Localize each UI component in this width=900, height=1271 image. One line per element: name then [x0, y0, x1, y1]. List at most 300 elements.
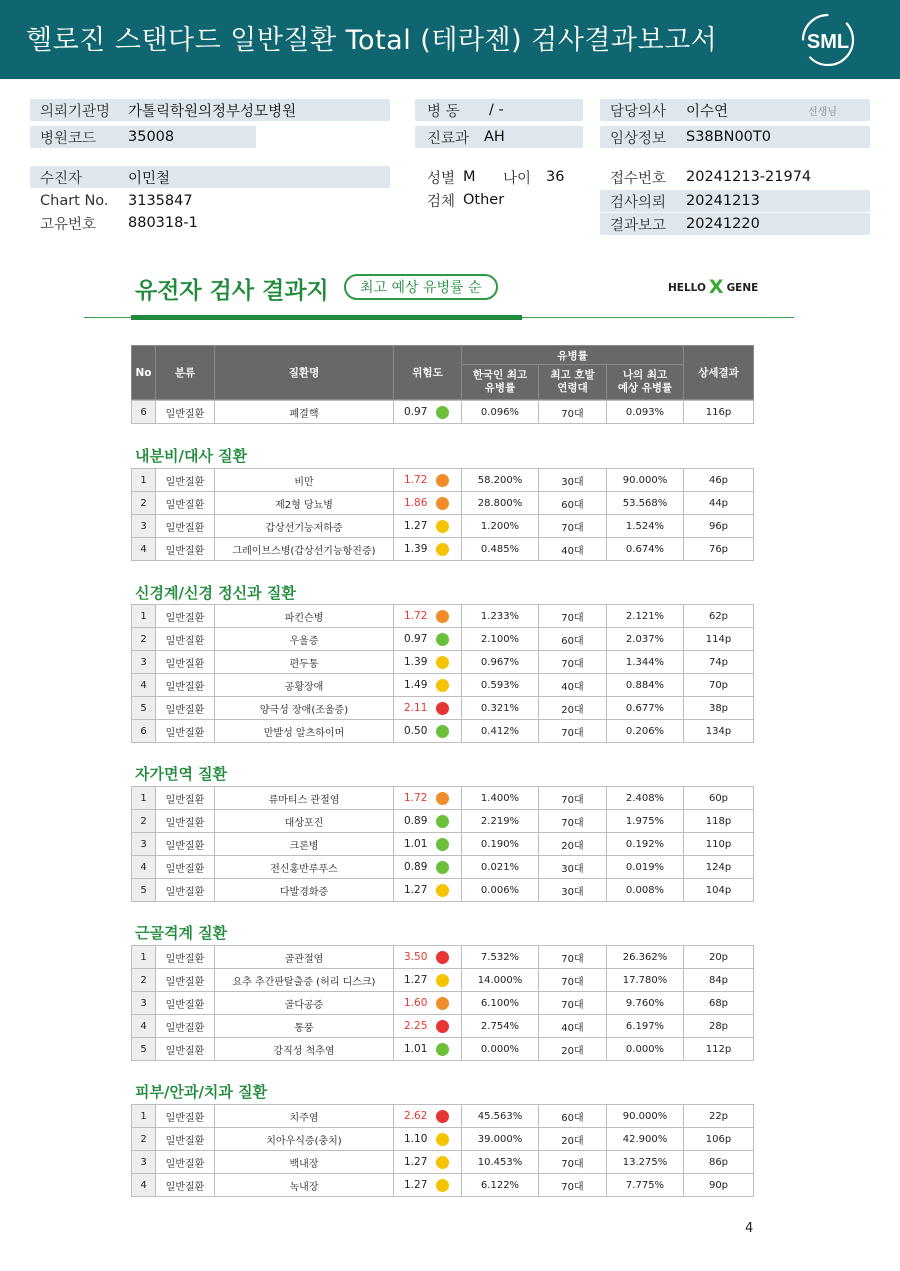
cell-risk [394, 1015, 462, 1038]
cell-risk [394, 969, 462, 992]
header-detail: 상세결과 [684, 346, 754, 400]
risk-value: 1.27 [404, 1179, 428, 1191]
cell-detail-page: 62p [684, 605, 754, 628]
table-row [132, 1038, 754, 1061]
specimen-row [415, 189, 595, 211]
cell-detail-page: 114p [684, 628, 754, 651]
cell-onset-age: 60대 [539, 628, 607, 651]
cell-no: 3 [132, 651, 156, 674]
header-my-max: 나의 최고 예상 유병률 [607, 365, 684, 400]
cell-category: 일반질환 [156, 833, 215, 856]
risk-level-dot-icon [436, 997, 449, 1010]
test-request-row [600, 190, 870, 212]
ward-label: 병 동 [427, 103, 460, 120]
cell-risk [394, 492, 462, 515]
risk-value: 1.27 [404, 520, 428, 532]
cell-no: 1 [132, 946, 156, 969]
cell-onset-age: 60대 [539, 492, 607, 515]
table-row [132, 787, 754, 810]
risk-level-dot-icon [436, 633, 449, 646]
table-row [132, 492, 754, 515]
cell-korean-prevalence: 0.321% [462, 697, 539, 720]
cell-korean-prevalence: 2.100% [462, 628, 539, 651]
risk-value: 0.50 [404, 725, 428, 737]
cell-risk [394, 879, 462, 902]
cell-onset-age: 70대 [539, 969, 607, 992]
receipt-no-row [600, 166, 870, 188]
cell-no: 2 [132, 810, 156, 833]
header-prevalence: 유병률 [462, 346, 684, 365]
cell-category: 일반질환 [156, 787, 215, 810]
gene-test-result-title: 유전자 검사 결과지 [135, 278, 329, 304]
table-row [132, 605, 754, 628]
cell-disease: 통풍 [215, 1015, 394, 1038]
table-row [132, 469, 754, 492]
results-table [131, 1104, 754, 1197]
table-row [132, 697, 754, 720]
unique-no-label: 고유번호 [40, 216, 97, 233]
header-no: No [132, 346, 156, 400]
risk-value: 1.27 [404, 884, 428, 896]
cell-no: 1 [132, 1105, 156, 1128]
cell-onset-age: 70대 [539, 1151, 607, 1174]
cell-onset-age: 20대 [539, 1038, 607, 1061]
cell-my-prevalence: 53.568% [607, 492, 684, 515]
cell-my-prevalence: 2.121% [607, 605, 684, 628]
cell-category: 일반질환 [156, 946, 215, 969]
cell-korean-prevalence: 2.754% [462, 1015, 539, 1038]
cell-disease: 비만 [215, 469, 394, 492]
results-header-table [131, 345, 754, 400]
cell-disease: 골관절염 [215, 946, 394, 969]
sex-label: 성별 [427, 170, 456, 187]
table-row [132, 992, 754, 1015]
risk-value: 1.72 [404, 610, 428, 622]
cell-detail-page: 46p [684, 469, 754, 492]
risk-level-dot-icon [436, 838, 449, 851]
cell-no: 4 [132, 538, 156, 561]
cell-no: 3 [132, 833, 156, 856]
results-table [131, 604, 754, 743]
table-row [132, 879, 754, 902]
age-value: 36 [546, 169, 565, 185]
results-table [131, 945, 754, 1061]
cell-disease: 우울증 [215, 628, 394, 651]
cell-korean-prevalence: 1.200% [462, 515, 539, 538]
cell-korean-prevalence: 1.400% [462, 787, 539, 810]
cell-category: 일반질환 [156, 515, 215, 538]
cell-detail-page: 74p [684, 651, 754, 674]
cell-my-prevalence: 1.524% [607, 515, 684, 538]
age-label: 나이 [503, 170, 532, 187]
cell-category: 일반질환 [156, 651, 215, 674]
cell-risk [394, 469, 462, 492]
cell-korean-prevalence: 0.593% [462, 674, 539, 697]
cell-detail-page: 44p [684, 492, 754, 515]
cell-disease: 전신홍반루푸스 [215, 856, 394, 879]
cell-no: 1 [132, 469, 156, 492]
cell-disease: 백내장 [215, 1151, 394, 1174]
table-row [132, 946, 754, 969]
page-number: 4 [745, 1221, 754, 1236]
cell-korean-prevalence: 0.190% [462, 833, 539, 856]
header-disease: 질환명 [215, 346, 394, 400]
cell-category: 일반질환 [156, 469, 215, 492]
cell-no: 5 [132, 879, 156, 902]
cell-category: 일반질환 [156, 720, 215, 743]
unique-no-value: 880318-1 [128, 215, 198, 231]
risk-level-dot-icon [436, 1133, 449, 1146]
cell-onset-age: 70대 [539, 720, 607, 743]
cell-korean-prevalence: 6.100% [462, 992, 539, 1015]
risk-level-dot-icon [436, 610, 449, 623]
risk-level-dot-icon [436, 861, 449, 874]
risk-level-dot-icon [436, 884, 449, 897]
risk-value: 1.01 [404, 1043, 428, 1055]
requesting-institution-label: 의뢰기관명 [40, 103, 111, 120]
cell-no: 4 [132, 856, 156, 879]
specimen-label: 검체 [427, 193, 456, 210]
category-title: 자가면역 질환 [135, 765, 228, 783]
risk-level-dot-icon [436, 951, 449, 964]
cell-risk [394, 1128, 462, 1151]
cell-onset-age: 40대 [539, 674, 607, 697]
risk-level-dot-icon [436, 1110, 449, 1123]
cell-korean-prevalence: 0.021% [462, 856, 539, 879]
risk-level-dot-icon [436, 1020, 449, 1033]
category-title: 신경계/신경 정신과 질환 [135, 584, 296, 602]
cell-detail-page: 22p [684, 1105, 754, 1128]
department-label: 진료과 [427, 130, 470, 147]
department-value: AH [484, 129, 505, 145]
cell-detail-page: 84p [684, 969, 754, 992]
cell-risk [394, 787, 462, 810]
risk-value: 2.11 [404, 702, 428, 714]
cell-category: 일반질환 [156, 992, 215, 1015]
header-risk: 위험도 [394, 346, 462, 400]
hellogene-logo-left: HELLO [668, 281, 706, 294]
cell-onset-age: 40대 [539, 538, 607, 561]
cell-risk [394, 651, 462, 674]
cell-risk [394, 720, 462, 743]
cell-onset-age: 70대 [539, 946, 607, 969]
cell-detail-page: 86p [684, 1151, 754, 1174]
requesting-institution-row [30, 99, 390, 121]
cell-category: 일반질환 [156, 1174, 215, 1197]
cell-my-prevalence: 0.677% [607, 697, 684, 720]
cell-no: 5 [132, 697, 156, 720]
cell-risk [394, 605, 462, 628]
cell-no: 3 [132, 1151, 156, 1174]
cell-detail-page: 70p [684, 674, 754, 697]
header-category: 분류 [156, 346, 215, 400]
cell-category: 일반질환 [156, 697, 215, 720]
receipt-no-label: 접수번호 [610, 170, 667, 187]
cell-detail-page: 28p [684, 1015, 754, 1038]
doctor-label: 담당의사 [610, 103, 667, 120]
results-table [131, 400, 754, 424]
risk-value: 1.86 [404, 497, 428, 509]
cell-category: 일반질환 [156, 1038, 215, 1061]
cell-disease: 만발성 알츠하이머 [215, 720, 394, 743]
table-row [132, 969, 754, 992]
cell-category: 일반질환 [156, 492, 215, 515]
risk-level-dot-icon [436, 656, 449, 669]
cell-my-prevalence: 9.760% [607, 992, 684, 1015]
cell-risk [394, 674, 462, 697]
cell-my-prevalence: 0.008% [607, 879, 684, 902]
cell-risk [394, 1105, 462, 1128]
cell-my-prevalence: 0.019% [607, 856, 684, 879]
cell-korean-prevalence: 1.233% [462, 605, 539, 628]
result-report-row [600, 213, 870, 235]
cell-no: 3 [132, 992, 156, 1015]
cell-my-prevalence: 2.037% [607, 628, 684, 651]
table-row [132, 538, 754, 561]
cell-detail-page: 112p [684, 1038, 754, 1061]
hellogene-logo [668, 278, 758, 297]
test-request-value: 20241213 [686, 193, 760, 209]
cell-my-prevalence: 0.206% [607, 720, 684, 743]
cell-my-prevalence: 42.900% [607, 1128, 684, 1151]
cell-no: 2 [132, 492, 156, 515]
cell-onset-age: 70대 [539, 401, 607, 424]
risk-level-dot-icon [436, 520, 449, 533]
cell-detail-page: 106p [684, 1128, 754, 1151]
cell-risk [394, 946, 462, 969]
cell-detail-page: 104p [684, 879, 754, 902]
cell-risk [394, 833, 462, 856]
risk-value: 3.50 [404, 951, 428, 963]
risk-value: 1.27 [404, 1156, 428, 1168]
risk-value: 1.49 [404, 679, 428, 691]
cell-korean-prevalence: 39.000% [462, 1128, 539, 1151]
risk-value: 0.97 [404, 633, 428, 645]
cell-risk [394, 515, 462, 538]
cell-no: 3 [132, 515, 156, 538]
clinical-info-value: S38BN00T0 [686, 129, 771, 145]
cell-korean-prevalence: 6.122% [462, 1174, 539, 1197]
cell-disease: 다발경화증 [215, 879, 394, 902]
cell-onset-age: 70대 [539, 515, 607, 538]
cell-my-prevalence: 0.884% [607, 674, 684, 697]
category-title: 근골격계 질환 [135, 924, 228, 942]
cell-onset-age: 40대 [539, 1015, 607, 1038]
cell-my-prevalence: 7.775% [607, 1174, 684, 1197]
cell-detail-page: 134p [684, 720, 754, 743]
cell-my-prevalence: 0.093% [607, 401, 684, 424]
cell-my-prevalence: 2.408% [607, 787, 684, 810]
cell-onset-age: 70대 [539, 787, 607, 810]
clinical-info-label: 임상정보 [610, 130, 667, 147]
cell-category: 일반질환 [156, 538, 215, 561]
unique-no-row [30, 212, 390, 234]
cell-disease: 양극성 장애(조울증) [215, 697, 394, 720]
cell-risk [394, 856, 462, 879]
risk-value: 1.27 [404, 974, 428, 986]
patient-row [30, 166, 390, 188]
cell-disease: 요추 추간판탈출증 (허리 디스크) [215, 969, 394, 992]
result-report-label: 결과보고 [610, 217, 667, 234]
cell-disease: 공황장애 [215, 674, 394, 697]
sml-logo-icon [800, 12, 856, 68]
cell-category: 일반질환 [156, 401, 215, 424]
ward-value: / - [489, 102, 504, 118]
table-row [132, 856, 754, 879]
cell-korean-prevalence: 0.000% [462, 1038, 539, 1061]
cell-category: 일반질환 [156, 628, 215, 651]
cell-disease: 편두통 [215, 651, 394, 674]
result-report-value: 20241220 [686, 216, 760, 232]
cell-risk [394, 810, 462, 833]
risk-level-dot-icon [436, 406, 449, 419]
cell-risk [394, 401, 462, 424]
risk-value: 1.60 [404, 997, 428, 1009]
cell-category: 일반질환 [156, 810, 215, 833]
table-row [132, 1174, 754, 1197]
hospital-code-row [30, 126, 256, 148]
cell-risk [394, 1174, 462, 1197]
cell-category: 일반질환 [156, 856, 215, 879]
cell-my-prevalence: 26.362% [607, 946, 684, 969]
cell-risk [394, 1151, 462, 1174]
doctor-value: 이수연 [686, 103, 729, 120]
chart-no-row [30, 190, 390, 212]
risk-level-dot-icon [436, 974, 449, 987]
cell-onset-age: 30대 [539, 469, 607, 492]
table-row [132, 720, 754, 743]
cell-onset-age: 20대 [539, 1128, 607, 1151]
cell-no: 2 [132, 1128, 156, 1151]
sex-value: M [463, 169, 476, 185]
cell-detail-page: 76p [684, 538, 754, 561]
cell-category: 일반질환 [156, 1151, 215, 1174]
cell-disease: 류마티스 관절염 [215, 787, 394, 810]
cell-korean-prevalence: 2.219% [462, 810, 539, 833]
cell-korean-prevalence: 10.453% [462, 1151, 539, 1174]
department-row [415, 126, 583, 148]
sml-logo-text: SML [806, 31, 850, 53]
results-table [131, 468, 754, 561]
patient-value: 이민철 [128, 170, 171, 187]
cell-onset-age: 20대 [539, 833, 607, 856]
cell-korean-prevalence: 7.532% [462, 946, 539, 969]
report-header [0, 0, 900, 79]
hellogene-logo-right: GENE [726, 281, 759, 294]
hospital-code-value: 35008 [128, 129, 175, 145]
results-table [131, 786, 754, 902]
cell-disease: 강직성 척추염 [215, 1038, 394, 1061]
cell-korean-prevalence: 14.000% [462, 969, 539, 992]
cell-my-prevalence: 0.192% [607, 833, 684, 856]
specimen-value: Other [463, 192, 505, 208]
requesting-institution-value: 가톨릭학원의정부성모병원 [128, 103, 297, 120]
cell-category: 일반질환 [156, 674, 215, 697]
risk-level-dot-icon [436, 679, 449, 692]
risk-level-dot-icon [436, 725, 449, 738]
risk-level-dot-icon [436, 702, 449, 715]
risk-level-dot-icon [436, 497, 449, 510]
header-max-onset: 최고 호발 연령대 [539, 365, 607, 400]
table-row [132, 810, 754, 833]
risk-value: 0.89 [404, 815, 428, 827]
cell-my-prevalence: 17.780% [607, 969, 684, 992]
cell-no: 1 [132, 605, 156, 628]
cell-disease: 대상포진 [215, 810, 394, 833]
cell-detail-page: 38p [684, 697, 754, 720]
category-title: 내분비/대사 질환 [135, 447, 248, 465]
table-row [132, 674, 754, 697]
risk-value: 1.39 [404, 656, 428, 668]
cell-onset-age: 30대 [539, 879, 607, 902]
cell-disease: 폐결핵 [215, 401, 394, 424]
cell-korean-prevalence: 0.412% [462, 720, 539, 743]
risk-level-dot-icon [436, 792, 449, 805]
cell-onset-age: 30대 [539, 856, 607, 879]
risk-value: 2.62 [404, 1110, 428, 1122]
risk-level-dot-icon [436, 474, 449, 487]
cell-disease: 크론병 [215, 833, 394, 856]
table-row [132, 1015, 754, 1038]
cell-disease: 그레이브스병(갑상선기능항진증) [215, 538, 394, 561]
ward-row [415, 99, 583, 121]
cell-detail-page: 96p [684, 515, 754, 538]
cell-category: 일반질환 [156, 969, 215, 992]
cell-no: 5 [132, 1038, 156, 1061]
cell-no: 4 [132, 1015, 156, 1038]
cell-disease: 갑상선기능저하증 [215, 515, 394, 538]
cell-disease: 골다공증 [215, 992, 394, 1015]
cell-risk [394, 992, 462, 1015]
risk-level-dot-icon [436, 1156, 449, 1169]
cell-my-prevalence: 1.344% [607, 651, 684, 674]
cell-no: 2 [132, 969, 156, 992]
risk-value: 1.39 [404, 543, 428, 555]
sort-order-pill: 최고 예상 유병률 순 [344, 274, 498, 300]
cell-category: 일반질환 [156, 1105, 215, 1128]
chart-no-value: 3135847 [128, 193, 193, 209]
hospital-code-label: 병원코드 [40, 130, 97, 147]
cell-no: 1 [132, 787, 156, 810]
test-request-label: 검사의뢰 [610, 194, 667, 211]
cell-no: 6 [132, 720, 156, 743]
risk-level-dot-icon [436, 1043, 449, 1056]
cell-detail-page: 90p [684, 1174, 754, 1197]
cell-korean-prevalence: 0.006% [462, 879, 539, 902]
cell-disease: 치아우식증(충치) [215, 1128, 394, 1151]
report-title: 헬로진 스탠다드 일반질환 Total (테라젠) 검사결과보고서 [26, 25, 718, 56]
cell-my-prevalence: 0.000% [607, 1038, 684, 1061]
cell-no: 6 [132, 401, 156, 424]
header-korean-max: 한국인 최고 유병률 [462, 365, 539, 400]
risk-value: 1.10 [404, 1133, 428, 1145]
risk-value: 1.72 [404, 474, 428, 486]
risk-level-dot-icon [436, 543, 449, 556]
cell-onset-age: 70대 [539, 1174, 607, 1197]
risk-value: 1.01 [404, 838, 428, 850]
cell-detail-page: 68p [684, 992, 754, 1015]
table-row [132, 515, 754, 538]
cell-korean-prevalence: 28.800% [462, 492, 539, 515]
cell-risk [394, 1038, 462, 1061]
cell-korean-prevalence: 58.200% [462, 469, 539, 492]
cell-category: 일반질환 [156, 879, 215, 902]
cell-risk [394, 697, 462, 720]
risk-value: 1.72 [404, 792, 428, 804]
cell-disease: 파킨슨병 [215, 605, 394, 628]
risk-level-dot-icon [436, 1179, 449, 1192]
risk-value: 0.97 [404, 406, 428, 418]
